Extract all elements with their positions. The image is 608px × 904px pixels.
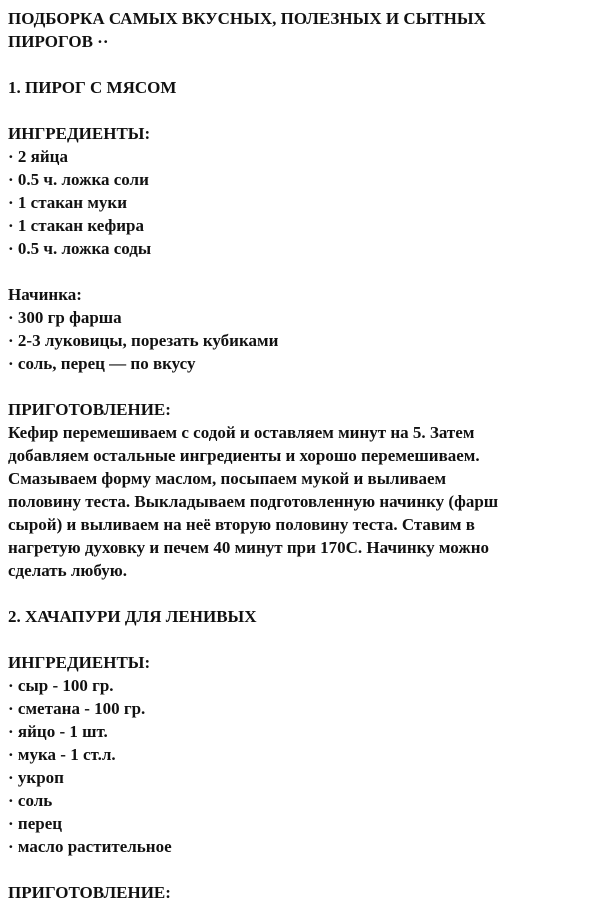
- ingredient-item: · сыр - 100 гр.: [8, 676, 114, 695]
- ingredient-item: · укроп: [8, 768, 64, 787]
- filling-item: · 2-3 луковицы, порезать кубиками: [8, 331, 279, 350]
- ingredient-item: · 1 стакан муки: [8, 193, 128, 212]
- recipe1-title: 1. ПИРОГ С МЯСОМ: [8, 78, 177, 97]
- ingredient-item: · 0.5 ч. ложка соды: [8, 239, 152, 258]
- recipe2-method-heading: ПРИГОТОВЛЕНИЕ:: [8, 883, 171, 902]
- document-title-line-2: ПИРОГОВ ··: [8, 32, 109, 51]
- document-title-line-1: ПОДБОРКА САМЫХ ВКУСНЫХ, ПОЛЕЗНЫХ И СЫТНЫХ: [8, 9, 486, 28]
- method-line: Смазываем форму маслом, посыпаем мукой и выливаем: [8, 469, 447, 488]
- method-line: половину теста. Выкладываем подготовленную начинку (фарш: [8, 492, 499, 511]
- method-line: сырой) и выливаем на неё вторую половину теста. Ставим в: [8, 515, 475, 534]
- ingredient-item: · 2 яйца: [8, 147, 68, 166]
- ingredient-item: · масло растительное: [8, 837, 172, 856]
- recipe2-title: 2. ХАЧАПУРИ ДЛЯ ЛЕНИВЫХ: [8, 607, 257, 626]
- ingredient-item: · 1 стакан кефира: [8, 216, 144, 235]
- recipe1-method-heading: ПРИГОТОВЛЕНИЕ:: [8, 400, 171, 419]
- ingredient-item: · перец: [8, 814, 63, 833]
- recipe2-ingredients-heading: ИНГРЕДИЕНТЫ:: [8, 653, 151, 672]
- ingredient-item: · сметана - 100 гр.: [8, 699, 146, 718]
- method-line: добавляем остальные ингредиенты и хорошо перемешиваем.: [8, 446, 480, 465]
- filling-item: · 300 гр фарша: [8, 308, 122, 327]
- method-line: Кефир перемешиваем с содой и оставляем минут на 5. Затем: [8, 423, 475, 442]
- method-line: нагретую духовку и печем 40 минут при 170С. Начинку можно: [8, 538, 489, 557]
- ingredient-item: · 0.5 ч. ложка соли: [8, 170, 149, 189]
- filling-item: · соль, перец — по вкусу: [8, 354, 196, 373]
- ingredient-item: · мука - 1 ст.л.: [8, 745, 116, 764]
- method-line: сделать любую.: [8, 561, 127, 580]
- recipe1-filling-heading: Начинка:: [8, 285, 82, 304]
- recipe1-ingredients-heading: ИНГРЕДИЕНТЫ:: [8, 124, 151, 143]
- ingredient-item: · яйцо - 1 шт.: [8, 722, 108, 741]
- ingredient-item: · соль: [8, 791, 53, 810]
